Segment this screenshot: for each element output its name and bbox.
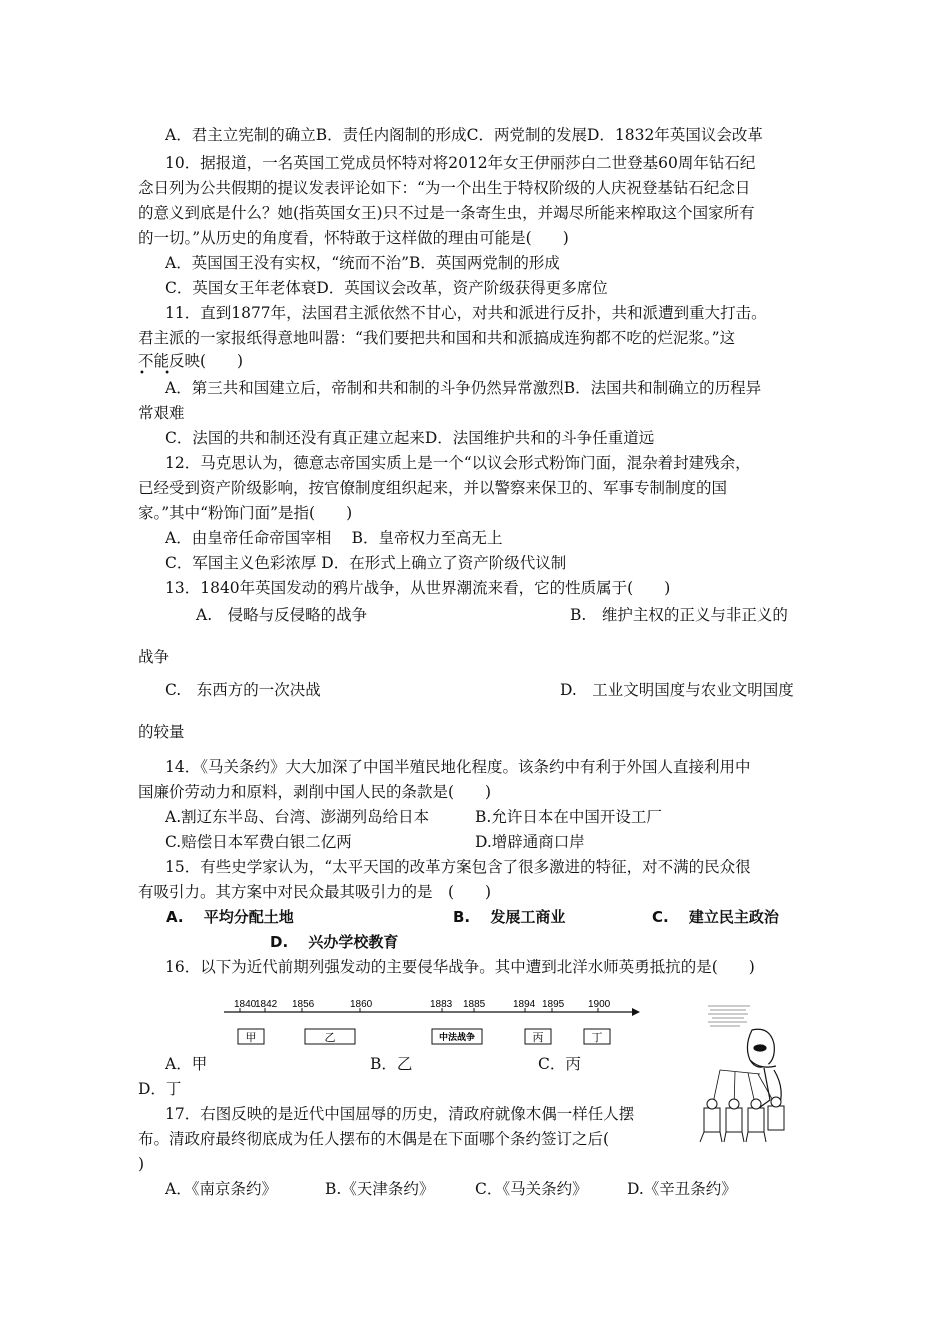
q16-option-a: A．甲: [165, 1055, 208, 1073]
q10-stem-2: 念日列为公共假期的提议发表评论如下：“为一个出生于特权阶级的人庆祝登基钻石纪念日: [138, 179, 751, 197]
war-label-bing: 丙: [532, 1031, 544, 1044]
q17-option-d: D.《辛丑条约》: [627, 1180, 737, 1198]
q13-option-b: B. 维护主权的正义与非正义的: [570, 606, 788, 624]
q10-options-ab: A．英国国王没有实权，“统而不治”B．英国两党制的形成: [165, 254, 560, 272]
timeline-arrow: [632, 1008, 640, 1016]
q10-stem-3: 的意义到底是什么？她(指英国女王)只不过是一条寄生虫，并竭尽所能来榨取这个国家所有: [138, 204, 755, 222]
year-label: 1895: [542, 999, 565, 1010]
q12-options-cd: C．军国主义色彩浓厚 D．在形式上确立了资产阶级代议制: [165, 554, 567, 572]
puppet-cartoon-image: [690, 1000, 790, 1150]
q14-option-a: A.割辽东半岛、台湾、澎湖列岛给日本: [165, 808, 430, 826]
q14-stem-1: 14．《马关条约》大大加深了中国半殖民地化程度。该条约中有利于外国人直接利用中: [165, 758, 751, 776]
q16-option-b: B．乙: [370, 1055, 413, 1073]
q16-option-c: C．丙: [538, 1055, 581, 1073]
q12-stem-3: 家。”其中“粉饰门面”是指( ): [138, 504, 353, 522]
q10-stem-1: 10．据报道，一名英国工党成员怀特对将2012年女王伊丽莎白二世登基60周年钻石纪: [165, 154, 756, 172]
q10-stem-4: 的一切。”从历史的角度看，怀特敢于这样做的理由可能是( ): [138, 229, 569, 247]
q11-stem-3: 不能反映( ): [138, 352, 244, 370]
q11-option-a-cont: 常艰难: [138, 404, 185, 422]
q11-options-cd: C．法国的共和制还没有真正建立起来D．法国维护共和的斗争任重道远: [165, 429, 655, 447]
q13-stem: 13．1840年英国发动的鸦片战争，从世界潮流来看，它的性质属于( ): [165, 579, 671, 597]
q17-stem-3: ): [138, 1155, 145, 1173]
year-label: 1860: [350, 999, 373, 1010]
q11-stem-2: 君主派的一家报纸得意地叫嚣：“我们要把共和国和共和派搞成连狗都不吃的烂泥浆。”这: [138, 329, 736, 347]
year-label: 1856: [292, 999, 315, 1010]
year-label: 1900: [588, 999, 611, 1010]
q17-option-b: B.《天津条约》: [325, 1180, 435, 1198]
q11-option-a: A．第三共和国建立后，帝制和共和制的斗争仍然异常激烈B．法国共和制确立的历程异: [165, 379, 762, 397]
q14-option-d: D.增辟通商口岸: [475, 833, 585, 851]
year-label: 1885: [463, 999, 486, 1010]
year-label: 1842: [255, 999, 278, 1010]
q17-stem-2: 布。清政府最终彻底成为任人摆布的木偶是在下面哪个条约签订之后(: [138, 1130, 610, 1148]
q14-stem-2: 国廉价劳动力和原料，剥削中国人民的条款是( ): [138, 783, 492, 801]
q13-option-a: A. 侵略与反侵略的战争: [196, 606, 368, 624]
q13-option-d-cont: 的较量: [138, 723, 185, 741]
war-label-sino-french: 中法战争: [438, 1033, 476, 1043]
q15-option-a: A. 平均分配土地: [166, 908, 294, 926]
war-label-jia: 甲: [245, 1031, 257, 1044]
q12-options-ab: A．由皇帝任命帝国宰相 B．皇帝权力至高无上: [165, 529, 503, 547]
q17-stem-1: 17．右图反映的是近代中国屈辱的历史，清政府就像木偶一样任人摆: [165, 1105, 635, 1123]
q15-option-d: D. 兴办学校教育: [270, 933, 399, 951]
q13-option-c: C. 东西方的一次决战: [165, 681, 321, 699]
q13-option-b-cont: 战争: [138, 648, 170, 666]
q12-stem-2: 已经受到资产阶级影响，按官僚制度组织起来，并以警察来保卫的、军事专制制度的国: [138, 479, 728, 497]
q15-option-b: B. 发展工商业: [453, 908, 566, 926]
q16-option-d: D．丁: [138, 1080, 182, 1098]
q14-option-c: C.赔偿日本军费白银二亿两: [165, 833, 352, 851]
q10-options-cd: C．英国女王年老体衰D．英国议会改革，资产阶级获得更多席位: [165, 279, 608, 297]
year-label: 1840: [234, 999, 257, 1010]
q17-option-a: A．《南京条约》: [165, 1180, 277, 1198]
war-timeline: [220, 998, 640, 1048]
q17-option-c: C．《马关条约》: [475, 1180, 588, 1198]
emphasis-dots: • •: [139, 368, 178, 379]
year-label: 1894: [513, 999, 536, 1010]
q11-stem-1: 11．直到1877年，法国君主派依然不甘心，对共和派进行反扑，共和派遭到重大打击。: [165, 304, 767, 322]
q15-stem-1: 15．有些史学家认为，“太平天国的改革方案包含了很多激进的特征，对不满的民众很: [165, 858, 751, 876]
q14-option-b: B.允许日本在中国开设工厂: [475, 808, 662, 826]
q9-options: A．君主立宪制的确立B．责任内阁制的形成C．两党制的发展D．1832年英国议会改革: [165, 126, 763, 144]
war-label-yi: 乙: [324, 1031, 336, 1044]
year-label: 1883: [430, 999, 453, 1010]
q16-stem: 16．以下为近代前期列强发动的主要侵华战争。其中遭到北洋水师英勇抵抗的是( ): [165, 958, 755, 976]
q15-stem-2: 有吸引力。其方案中对民众最其吸引力的是 ( ): [138, 883, 492, 901]
war-label-ding: 丁: [591, 1031, 603, 1044]
q12-stem-1: 12．马克思认为，德意志帝国实质上是一个“以议会形式粉饰门面，混杂着封建残余，: [165, 454, 751, 472]
q15-option-c: C. 建立民主政治: [652, 908, 779, 926]
q13-option-d: D. 工业文明国度与农业文明国度: [560, 681, 794, 699]
